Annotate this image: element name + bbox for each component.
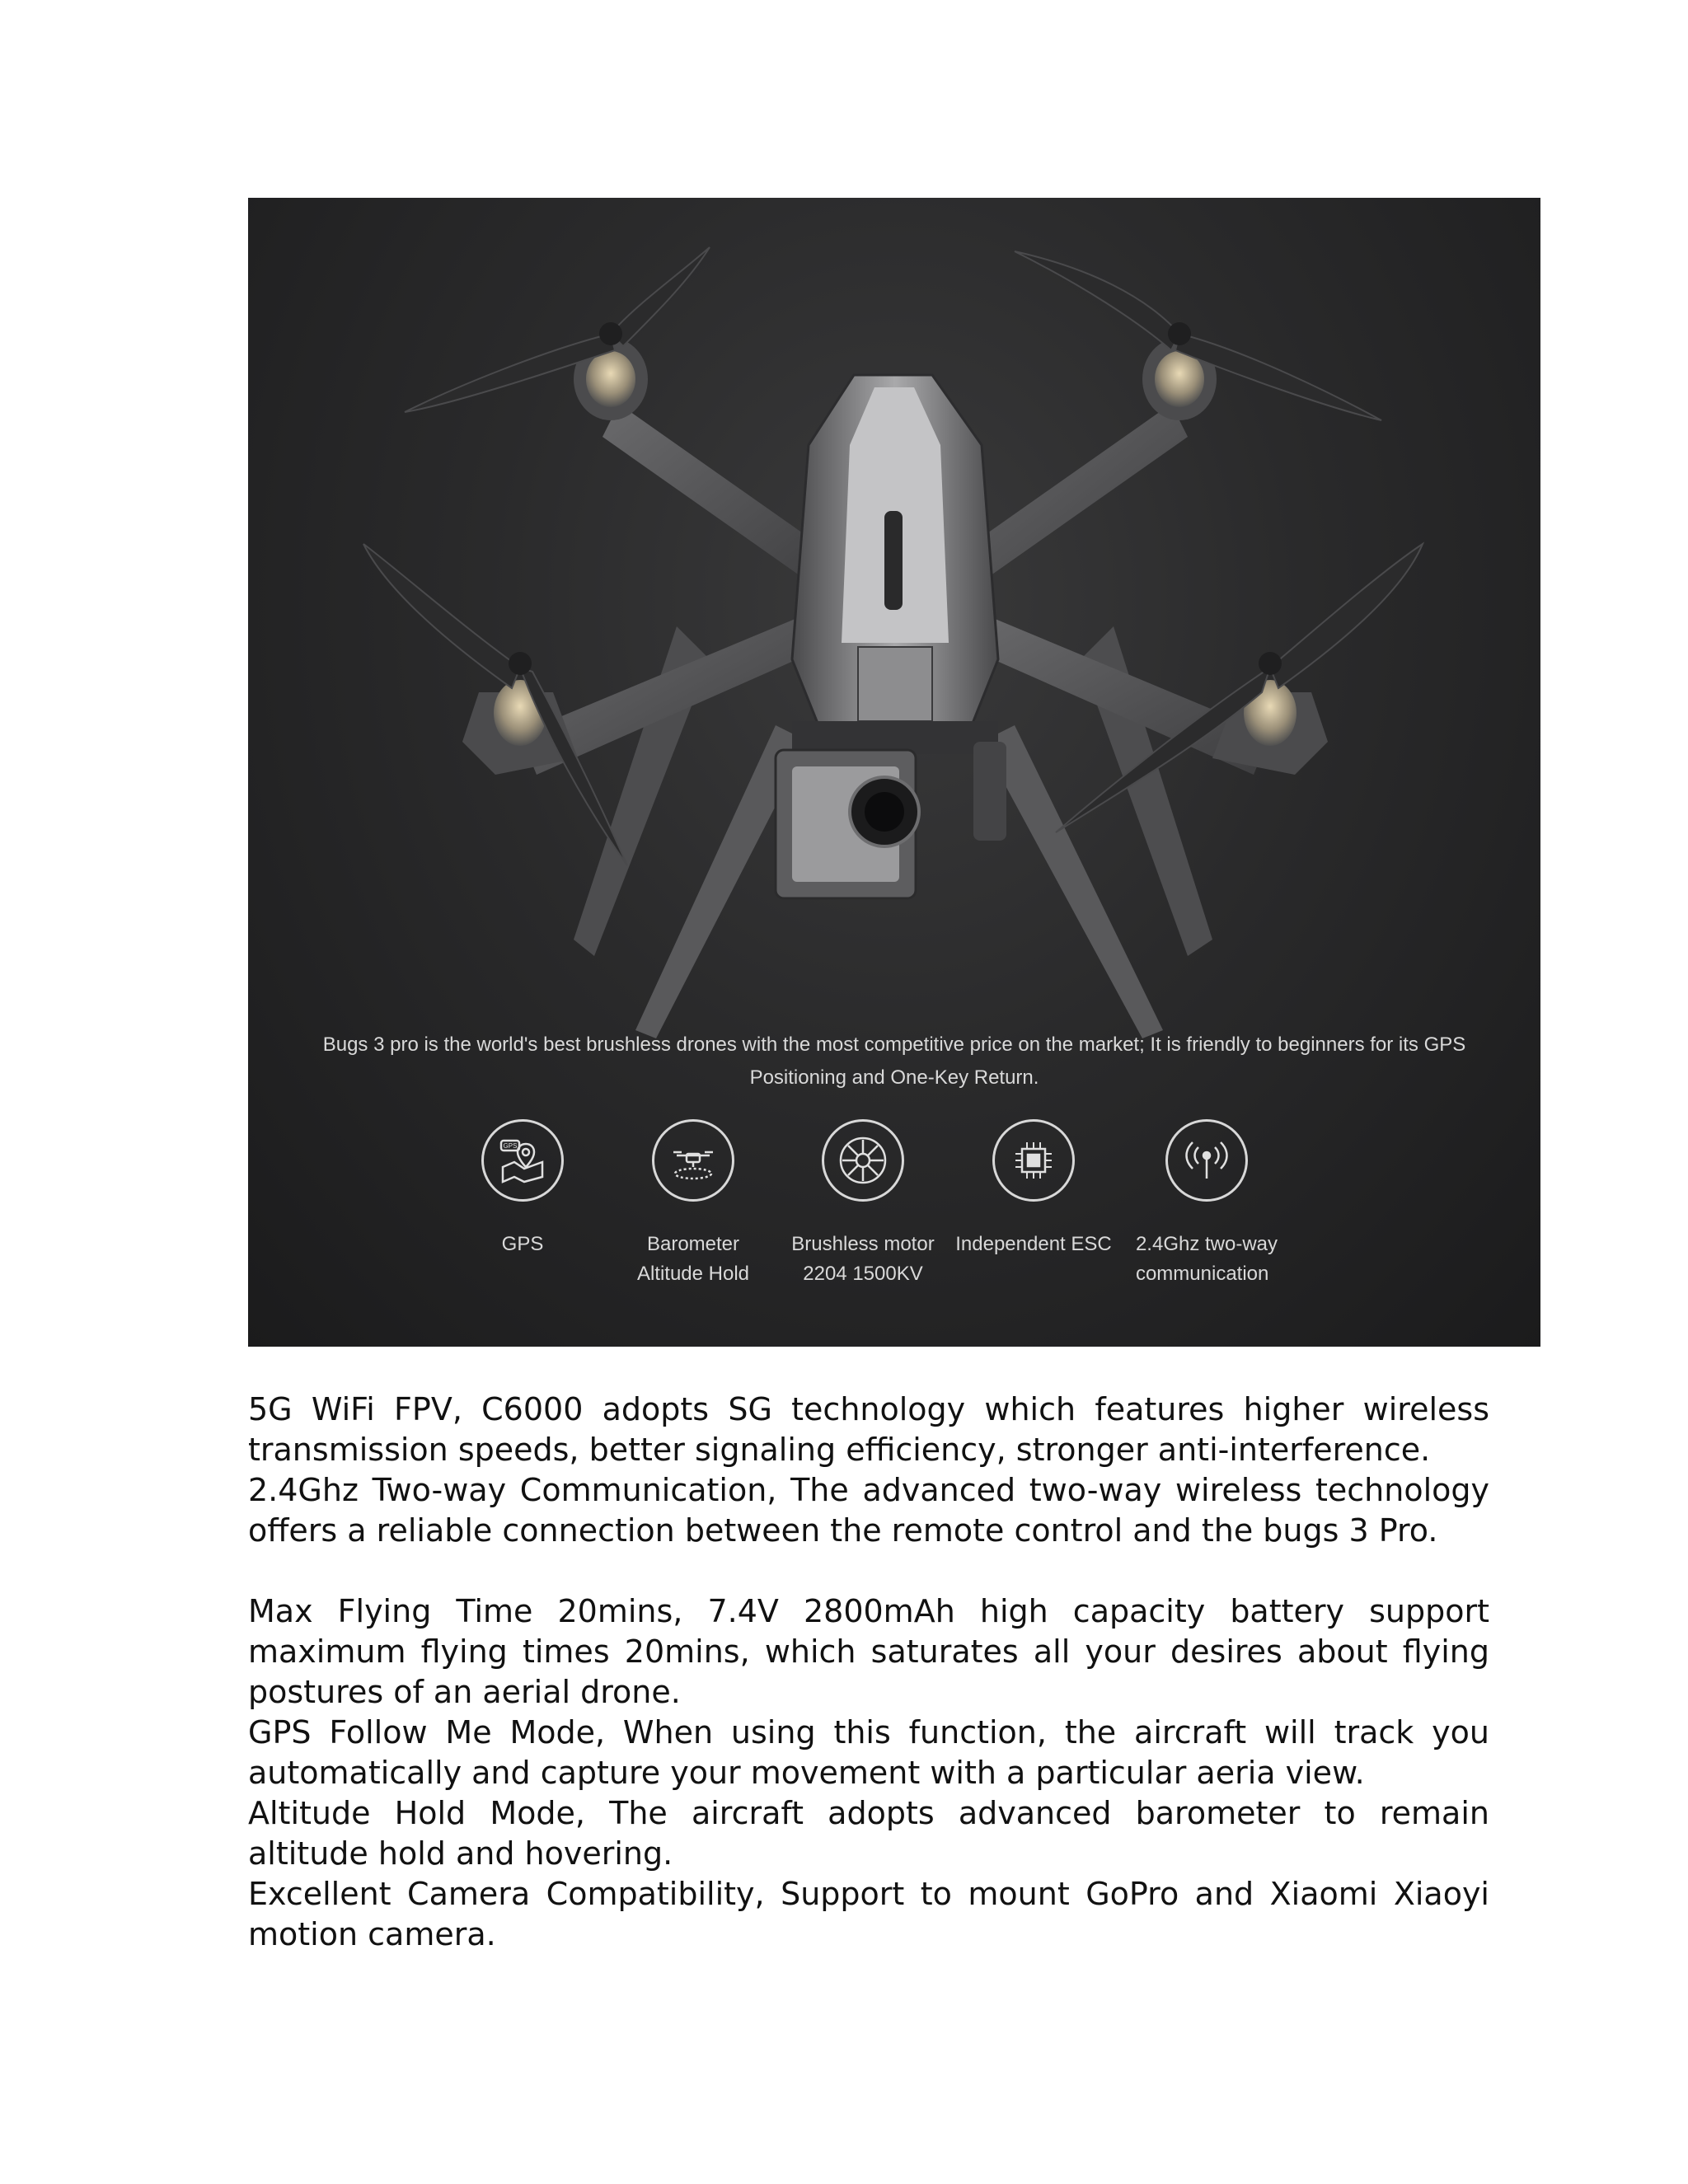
feature-gps-label: GPS [501, 1233, 544, 1255]
brushless-motor-icon [834, 1132, 892, 1189]
paragraph-flying-time: Max Flying Time 20mins, 7.4V 2800mAh high capacity battery support maximum flying times 20mins, which saturates all your desires about flying postures of an aerial drone. [248, 1593, 1489, 1710]
feature-wireless-circle [1165, 1119, 1248, 1202]
feature-motor-circle [822, 1119, 904, 1202]
feature-esc [951, 1119, 1116, 1259]
description-text [248, 1390, 1489, 1955]
drone-barometer-icon [667, 1134, 720, 1187]
wireless-signal-icon [1180, 1134, 1233, 1187]
product-tagline: Bugs 3 pro is the world's best brushless drones with the most competitive price on the market; It is friendly to beginners for its GPS Positioning and One-Key Return. [322, 1033, 1466, 1089]
feature-wireless-label: 2.4Ghz two-way communication [1135, 1233, 1278, 1285]
feature-barometer-label: Barometer Altitude Hold [636, 1233, 750, 1285]
feature-wireless [1124, 1119, 1289, 1289]
gps-map-icon [496, 1134, 549, 1187]
feature-barometer [611, 1119, 776, 1289]
feature-barometer-circle [652, 1119, 734, 1202]
esc-chip-icon [1007, 1134, 1060, 1187]
paragraph-camera-compatibility: Excellent Camera Compatibility, Support to mount GoPro and Xiaomi Xiaoyi motion camera. [248, 1876, 1489, 1952]
paragraph-follow-me: GPS Follow Me Mode, When using this function, the aircraft will track you automatically and capture your movement with a particular aeria view. [248, 1714, 1489, 1791]
feature-esc-label: Independent ESC [955, 1233, 1112, 1255]
svg-text:GPS: GPS [503, 1142, 518, 1150]
feature-motor [781, 1119, 945, 1289]
product-image [248, 198, 1540, 1347]
paragraph-altitude-hold: Altitude Hold Mode, The aircraft adopts advanced barometer to remain altitude hold and hovering. [248, 1795, 1489, 1872]
feature-motor-label: Brushless motor 2204 1500KV [791, 1233, 935, 1285]
feature-gps-circle [481, 1119, 564, 1202]
paragraph-5g-wifi: 5G WiFi FPV, C6000 adopts SG technology which features higher wireless transmission speeds, better signaling efficiency, stronger anti-interference. [248, 1391, 1489, 1468]
feature-gps [440, 1119, 605, 1259]
paragraph-two-way-communication: 2.4Ghz Two-way Communication, The advanced two-way wireless technology offers a reliable connection between the remote control and the bugs 3 Pro. [248, 1472, 1489, 1549]
feature-esc-circle [992, 1119, 1075, 1202]
